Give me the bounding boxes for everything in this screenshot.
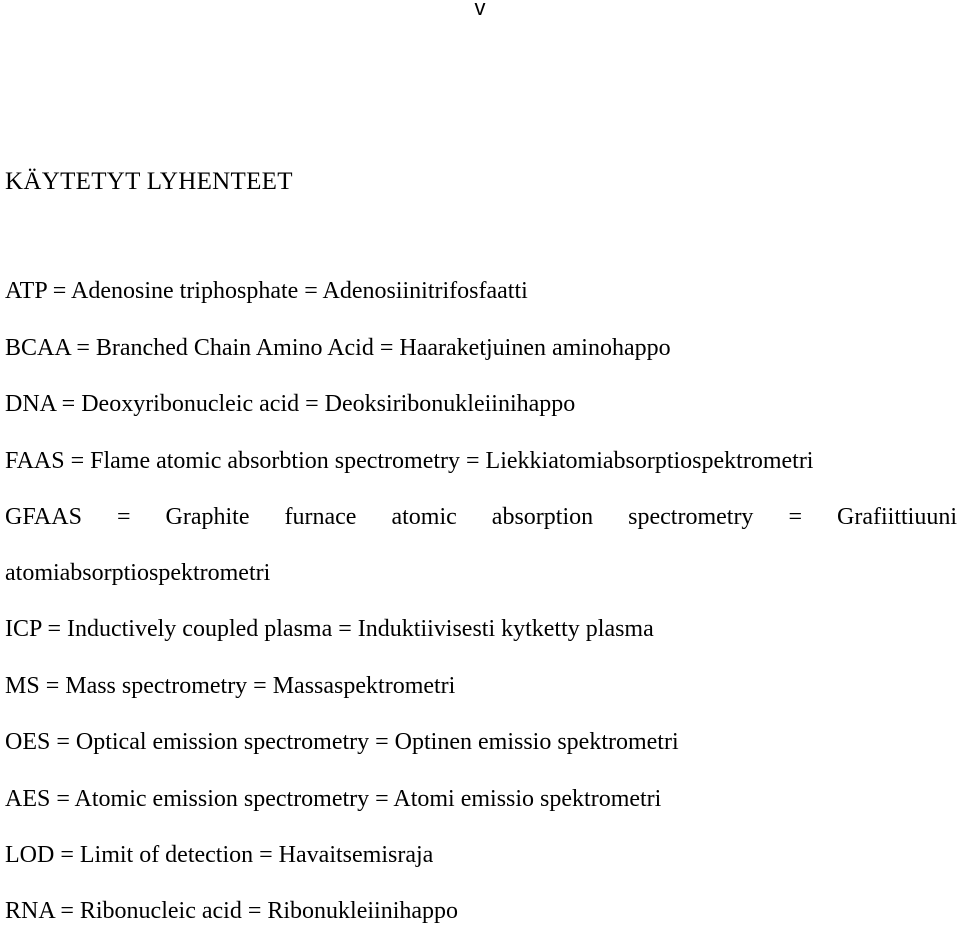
abbreviation-entry-lod: LOD = Limit of detection = Havaitsemisraja	[5, 842, 434, 868]
abbreviation-entry-atp: ATP = Adenosine triphosphate = Adenosiinitrifosfaatti	[5, 278, 528, 304]
abbreviation-entry-faas: FAAS = Flame atomic absorbtion spectrometry = Liekkiatomiabsorptiospektrometri	[5, 448, 814, 474]
abbreviation-entry-oes: OES = Optical emission spectrometry = Optinen emissio spektrometri	[5, 729, 679, 755]
abbreviation-entry-gfaas: GFAAS = Graphite furnace atomic absorption spectrometry = Grafiittiuuni	[5, 504, 957, 530]
abbreviation-entry-ms: MS = Mass spectrometry = Massaspektrometri	[5, 673, 456, 699]
abbreviation-entry-aes: AES = Atomic emission spectrometry = Atomi emissio spektrometri	[5, 786, 662, 812]
abbreviation-entry-dna: DNA = Deoxyribonucleic acid = Deoksiribonukleiinihappo	[5, 391, 576, 417]
abbreviation-entry-icp: ICP = Inductively coupled plasma = Induktiivisesti kytketty plasma	[5, 616, 654, 642]
section-heading: KÄYTETYT LYHENTEET	[5, 168, 293, 195]
abbreviation-entry-rna: RNA = Ribonucleic acid = Ribonukleiinihappo	[5, 898, 459, 924]
abbreviation-entry-bcaa: BCAA = Branched Chain Amino Acid = Haaraketjuinen aminohappo	[5, 335, 671, 361]
abbreviation-entry-gfaas-continued: atomiabsorptiospektrometri	[5, 560, 271, 586]
page-number: v	[474, 0, 486, 20]
